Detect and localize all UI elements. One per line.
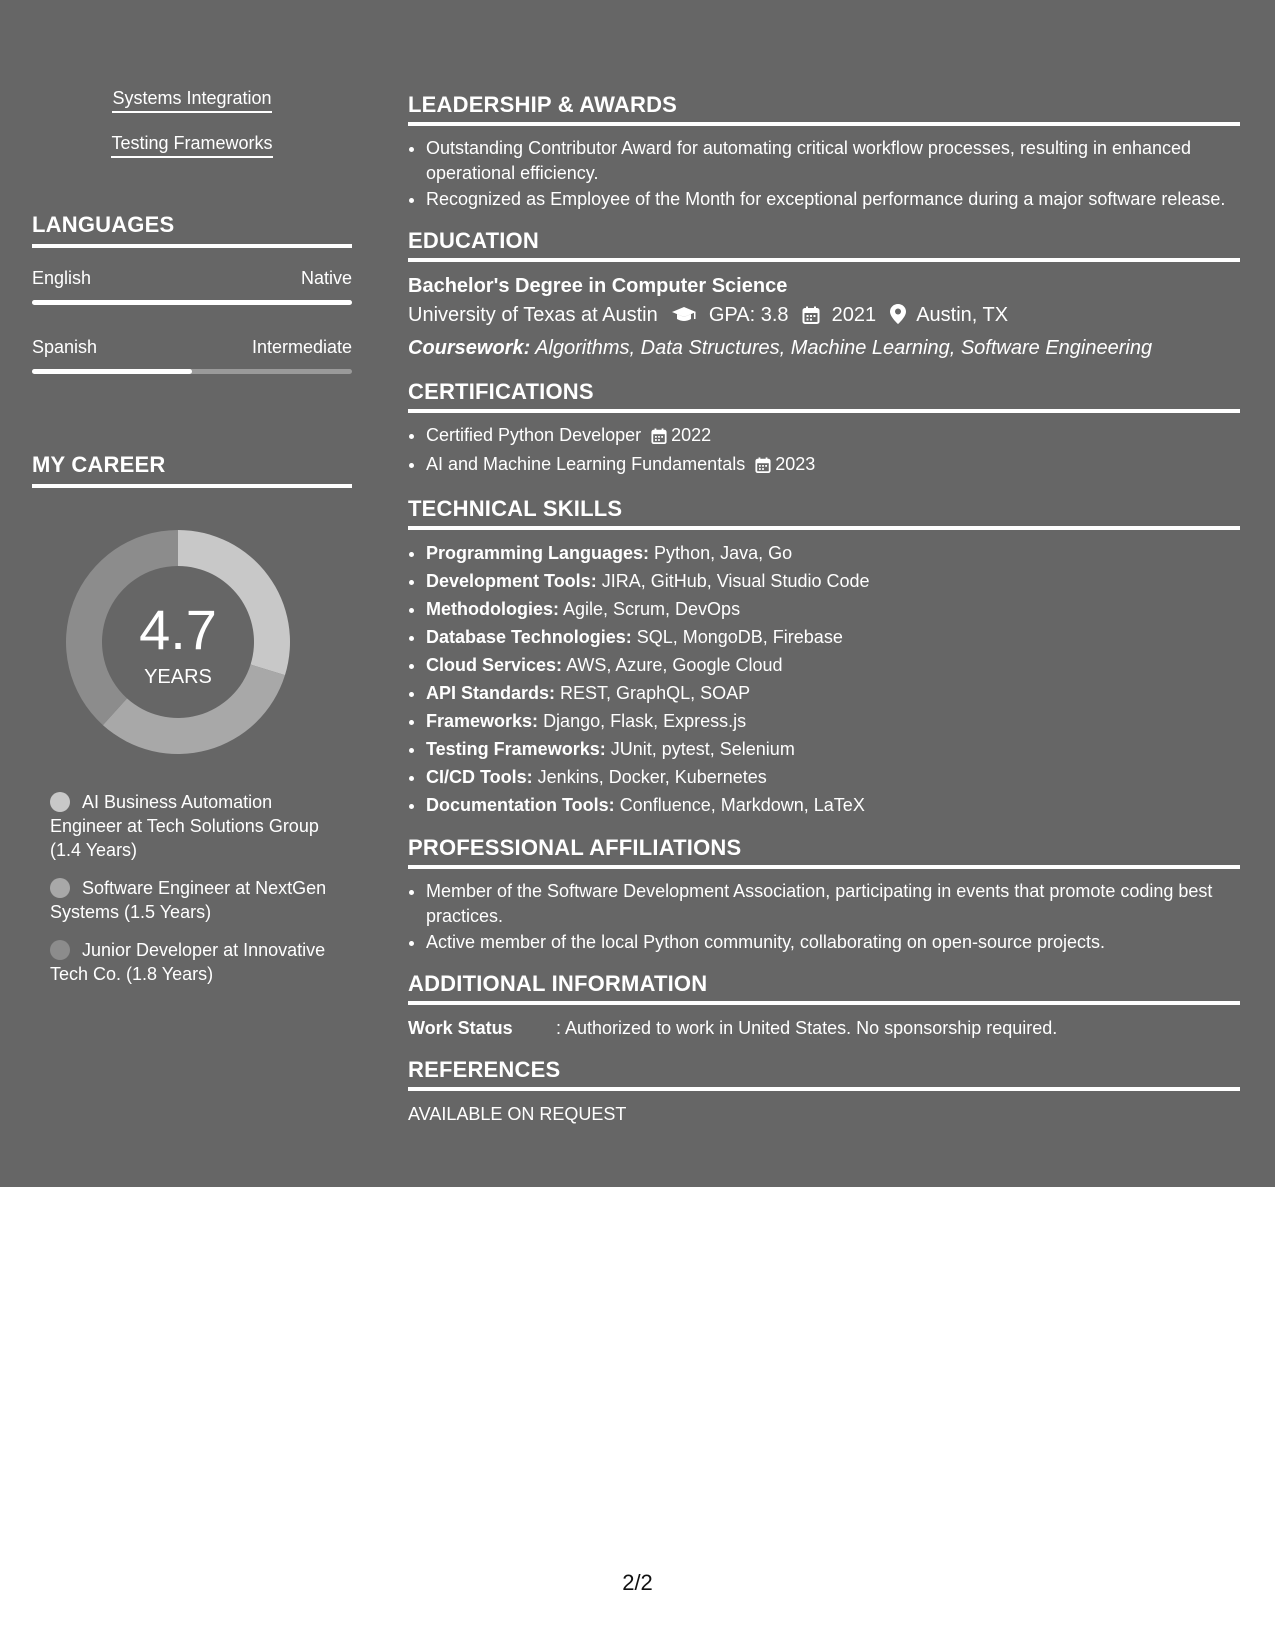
skill-tag-label: Systems Integration	[112, 88, 271, 113]
location-pin-icon	[890, 303, 906, 333]
skill-category: Cloud Services:	[426, 655, 563, 675]
affiliations-section	[408, 835, 1240, 955]
career-item-text: Software Engineer at NextGen Systems (1.5 Years)	[50, 878, 327, 922]
leadership-section	[408, 92, 1240, 212]
list-item: • Recognized as Employee of the Month for exceptional performance during a major software release.	[426, 187, 1240, 212]
language-proficiency-fill	[32, 369, 192, 374]
career-donut-chart	[66, 530, 290, 754]
skill-item	[426, 764, 1240, 791]
career-dot-icon	[50, 792, 70, 812]
education-details	[408, 300, 1240, 333]
section-title: LEADERSHIP & AWARDS	[408, 92, 1240, 126]
certification-item	[426, 423, 1240, 451]
donut-center	[66, 530, 290, 754]
school-name: University of Texas at Austin	[408, 304, 658, 326]
certification-item	[426, 452, 1240, 480]
references-section	[408, 1057, 1240, 1127]
graduation-cap-icon	[671, 303, 697, 333]
languages-heading: LANGUAGES	[32, 212, 352, 248]
career-total-unit: YEARS	[144, 666, 212, 688]
section-title: REFERENCES	[408, 1057, 1240, 1091]
career-heading: MY CAREER	[32, 452, 352, 488]
certification-name: Certified Python Developer	[426, 425, 642, 445]
certification-year: 2022	[671, 425, 712, 445]
page-number: 2/2	[622, 1570, 653, 1595]
career-dot-icon	[50, 940, 70, 960]
gpa: GPA: 3.8	[708, 304, 789, 326]
right-column	[408, 92, 1240, 1143]
career-item-text: Junior Developer at Innovative Tech Co. (1.8 Years)	[50, 940, 326, 984]
skill-item	[426, 540, 1240, 567]
skill-category: CI/CD Tools:	[426, 767, 533, 787]
skill-item	[426, 652, 1240, 679]
calendar-icon	[755, 455, 771, 480]
career-item	[50, 790, 330, 862]
skill-tag	[32, 133, 352, 158]
career-item-text: AI Business Automation Engineer at Tech Solutions Group (1.4 Years)	[50, 792, 319, 860]
calendar-icon	[651, 426, 667, 451]
calendar-icon	[802, 303, 820, 333]
work-status-label: Work Status	[408, 1018, 513, 1038]
section-title: EDUCATION	[408, 228, 1240, 262]
degree-title: Bachelor's Degree in Computer Science	[408, 275, 788, 297]
coursework-label: Coursework:	[408, 337, 531, 359]
school-location: Austin, TX	[916, 304, 1009, 326]
skill-category: Database Technologies:	[426, 627, 632, 647]
language-row	[32, 337, 352, 358]
skill-values: Confluence, Markdown, LaTeX	[619, 795, 865, 815]
career-item	[50, 876, 330, 924]
certifications-list	[408, 423, 1240, 480]
skill-values: Jenkins, Docker, Kubernetes	[537, 767, 767, 787]
skill-tag-label: Testing Frameworks	[111, 133, 272, 158]
certifications-section	[408, 379, 1240, 480]
list-item: • Active member of the local Python community, collaborating on open-source projects.	[426, 930, 1240, 955]
technical-skills-list	[408, 540, 1240, 819]
language-level: Native	[300, 268, 352, 288]
language-level: Intermediate	[251, 337, 352, 357]
skill-values: JUnit, pytest, Selenium	[610, 739, 795, 759]
skill-category: Testing Frameworks:	[426, 739, 606, 759]
career-item	[50, 938, 330, 986]
skill-item	[426, 624, 1240, 651]
language-name: Spanish	[32, 337, 98, 357]
language-name: English	[32, 268, 92, 288]
skill-category: Methodologies:	[426, 599, 559, 619]
skill-category: Development Tools:	[426, 571, 597, 591]
education-section	[408, 228, 1240, 363]
affiliations-list	[408, 879, 1240, 955]
additional-info-section	[408, 971, 1240, 1041]
certification-name: AI and Machine Learning Fundamentals	[426, 454, 746, 474]
career-dot-icon	[50, 878, 70, 898]
skill-tag	[32, 88, 352, 113]
skill-category: API Standards:	[426, 683, 556, 703]
career-list	[50, 790, 330, 1000]
skill-item	[426, 792, 1240, 819]
technical-skills-section	[408, 496, 1240, 819]
skill-category: Programming Languages:	[426, 543, 650, 563]
graduation-year: 2021	[831, 304, 877, 326]
language-proficiency-bar	[32, 369, 352, 374]
language-proficiency-fill	[32, 300, 352, 305]
list-item: • Member of the Software Development Association, participating in events that promote coding best practices.	[426, 879, 1240, 929]
coursework	[408, 333, 1240, 363]
skill-item	[426, 736, 1240, 763]
skill-item	[426, 708, 1240, 735]
language-proficiency-bar	[32, 300, 352, 305]
skill-values: AWS, Azure, Google Cloud	[566, 655, 783, 675]
certification-year: 2023	[775, 454, 816, 474]
skill-category: Documentation Tools:	[426, 795, 615, 815]
skill-values: Python, Java, Go	[654, 543, 793, 563]
coursework-list: Algorithms, Data Structures, Machine Learning, Software Engineering	[535, 337, 1153, 359]
skill-item	[426, 596, 1240, 623]
skill-values: REST, GraphQL, SOAP	[560, 683, 751, 703]
career-total-years: 4.7	[139, 598, 217, 661]
section-title: TECHNICAL SKILLS	[408, 496, 1240, 530]
skill-values: Agile, Scrum, DevOps	[563, 599, 741, 619]
section-title: PROFESSIONAL AFFILIATIONS	[408, 835, 1240, 869]
leadership-list	[408, 136, 1240, 212]
skill-item	[426, 680, 1240, 707]
section-title: CERTIFICATIONS	[408, 379, 1240, 413]
skill-values: Django, Flask, Express.js	[543, 711, 747, 731]
work-status-value: : Authorized to work in United States. No sponsorship required.	[556, 1018, 1058, 1038]
skill-category: Frameworks:	[426, 711, 539, 731]
skill-item	[426, 568, 1240, 595]
work-status-row	[408, 1015, 1240, 1041]
list-item: • Outstanding Contributor Award for automating critical workflow processes, resulting in enhanced operational efficiency.	[426, 136, 1240, 186]
skill-values: JIRA, GitHub, Visual Studio Code	[601, 571, 870, 591]
language-row	[32, 268, 352, 289]
references-text: AVAILABLE ON REQUEST	[408, 1104, 627, 1124]
section-title: ADDITIONAL INFORMATION	[408, 971, 1240, 1005]
skill-values: SQL, MongoDB, Firebase	[636, 627, 843, 647]
